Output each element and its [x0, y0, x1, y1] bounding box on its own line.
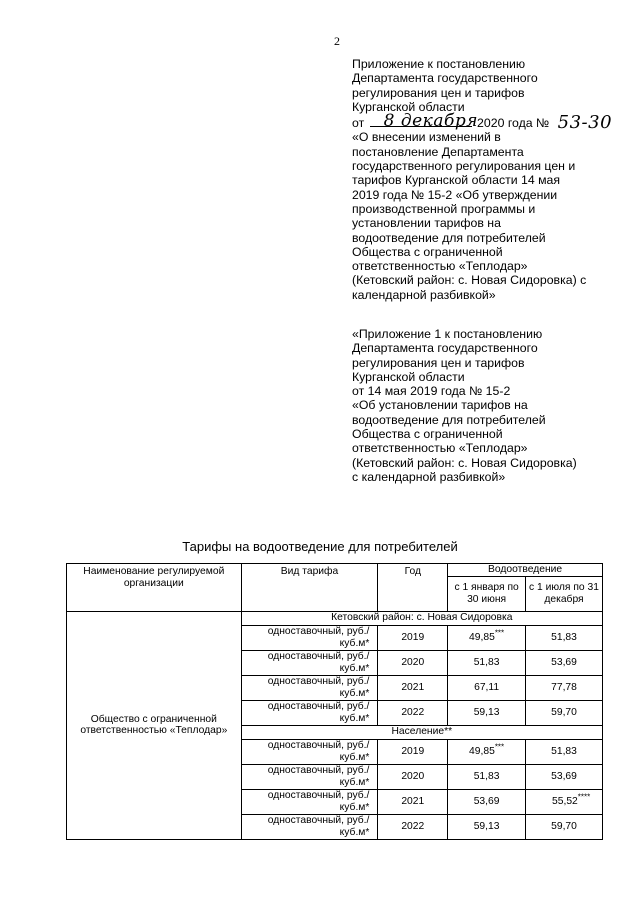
appendix-header-line: Департамента государственного [352, 71, 538, 86]
value-h1-cell [448, 700, 526, 725]
tariff-type-cell: одноставочный, руб./куб.м* [241, 675, 378, 700]
value-h2-cell [526, 675, 603, 700]
value-h2: 53,69 [551, 770, 577, 782]
value-h2: 51,83 [551, 631, 577, 643]
tariff-table [66, 563, 603, 840]
value-h1: 59,13 [473, 820, 500, 832]
value-h1-cell [448, 814, 526, 839]
value-h2: 77,78 [551, 681, 577, 693]
tariff-type-cell: одноставочный, руб./куб.м* [241, 625, 378, 650]
value-h1: 53,69 [473, 795, 500, 807]
value-h1: 51,83 [473, 656, 500, 668]
appendix1-line: «Приложение 1 к постановлению [352, 327, 543, 341]
tariff-type-cell: одноставочный, руб./куб.м* [241, 739, 378, 764]
value-h2-cell [526, 764, 603, 789]
appendix1-line: от 14 мая 2019 года № 15-2 [352, 384, 511, 399]
tariff-type-cell: одноставочный, руб./куб.м* [241, 650, 378, 675]
value-h1: 49,85 [469, 745, 495, 757]
header-org: Наименование регулируемой организации [67, 564, 242, 612]
value-h1-cell [448, 789, 526, 814]
appendix1-line: ответственностью «Теплодар» [352, 441, 528, 456]
value-h1-cell [448, 625, 526, 650]
tariff-type-cell: одноставочный, руб./куб.м* [241, 700, 378, 725]
tariff-type-cell: одноставочный, руб./куб.м* [241, 814, 378, 839]
year-cell: 2021 [378, 675, 448, 700]
appendix1-line: Департамента государственного [352, 341, 538, 356]
appendix-header-line: производственной программы и [352, 201, 536, 216]
appendix-header-line: ответственностью «Теплодар» [352, 259, 528, 274]
tariff-type-cell: одноставочный, руб./куб.м* [241, 789, 378, 814]
handwritten-date: 8 декабря [383, 110, 478, 131]
value-h2: 53,69 [551, 656, 577, 668]
year-cell: 2021 [378, 789, 448, 814]
value-h1-cell [448, 675, 526, 700]
appendix-header-line: регулирования цен и тарифов [352, 85, 525, 100]
appendix-header-line: Курганской области [352, 99, 465, 114]
footnote-mark: *** [494, 628, 505, 638]
appendix-header-line: календарной разбивкой» [352, 287, 496, 302]
value-h2-cell [526, 700, 603, 725]
date-blank [370, 110, 478, 131]
appendix-header-line: тарифов Курганской области 14 мая [352, 173, 561, 188]
value-h1-cell [448, 739, 526, 764]
footnote-mark: **** [577, 792, 591, 802]
appendix1-line: с календарной разбивкой» [352, 469, 506, 484]
appendix-header-block [352, 57, 637, 302]
header-tariff-type: Вид тарифа [241, 564, 378, 612]
value-h2-cell [526, 739, 603, 764]
year-cell: 2019 [378, 739, 448, 764]
year-cell: 2020 [378, 650, 448, 675]
value-h2: 59,70 [551, 706, 577, 718]
appendix1-line: «Об установлении тарифов на [352, 398, 528, 413]
appendix1-line: Курганской области [352, 369, 465, 384]
value-h1: 49,85 [469, 631, 495, 643]
value-h2-cell [526, 625, 603, 650]
tariff-type-cell: одноставочный, руб./куб.м* [241, 764, 378, 789]
appendix-header-line: 2019 года № 15-2 «Об утверждении [352, 187, 558, 202]
appendix-header-line: государственного регулирования цен и [352, 159, 576, 174]
value-h2: 51,83 [551, 745, 577, 757]
section-title: Кетовский район: с. Новая Сидоровка [241, 611, 602, 625]
value-h2: 55,52 [552, 795, 578, 807]
appendix-header-line: Приложение к постановлению [352, 57, 526, 71]
value-h2-cell [526, 789, 603, 814]
appendix-header-line: установлении тарифов на [352, 216, 501, 231]
year-text: 2020 года № [477, 116, 550, 131]
appendix-header-line: «О внесении изменений в [352, 130, 501, 145]
appendix1-line: (Кетовский район: с. Новая Сидоровка) [352, 455, 577, 470]
value-h2-cell [526, 650, 603, 675]
appendix1-line: водоотведение для потребителей [352, 412, 546, 427]
year-cell: 2022 [378, 814, 448, 839]
section-title: Население** [241, 725, 602, 739]
value-h1: 59,13 [473, 706, 500, 718]
page-number: 2 [334, 34, 340, 48]
date-prefix: от [352, 116, 365, 131]
decree-date-line [352, 110, 637, 133]
appendix-header-line: водоотведение для потребителей [352, 230, 546, 245]
appendix1-line: Общества с ограниченной [352, 427, 503, 442]
year-cell: 2019 [378, 625, 448, 650]
value-h2-cell [526, 814, 603, 839]
appendix-header-line: (Кетовский район: с. Новая Сидоровка) с [352, 273, 587, 288]
year-cell: 2020 [378, 764, 448, 789]
header-half2: с 1 июля по 31 декабря [526, 576, 603, 611]
org-name: Общество с ограниченной ответственностью «Теплодар» [67, 611, 242, 839]
header-half1: с 1 января по 30 июня [448, 576, 526, 611]
appendix1-block [352, 327, 637, 484]
table-title: Тарифы на водоотведение для потребителей [182, 539, 458, 554]
appendix-header-line: Общества с ограниченной [352, 244, 503, 259]
year-cell: 2022 [378, 700, 448, 725]
header-year: Год [378, 564, 448, 612]
value-h1-cell [448, 650, 526, 675]
appendix-header-line: постановление Департамента [352, 144, 524, 159]
value-h1: 67,11 [474, 681, 500, 693]
handwritten-number: 53-30 [557, 111, 613, 133]
footnote-mark: *** [494, 742, 505, 752]
number-blank [556, 111, 613, 133]
header-wastewater: Водоотведение [448, 564, 603, 577]
value-h1-cell [448, 764, 526, 789]
value-h1: 51,83 [473, 770, 500, 782]
appendix1-line: регулирования цен и тарифов [352, 355, 525, 370]
value-h2: 59,70 [551, 820, 577, 832]
